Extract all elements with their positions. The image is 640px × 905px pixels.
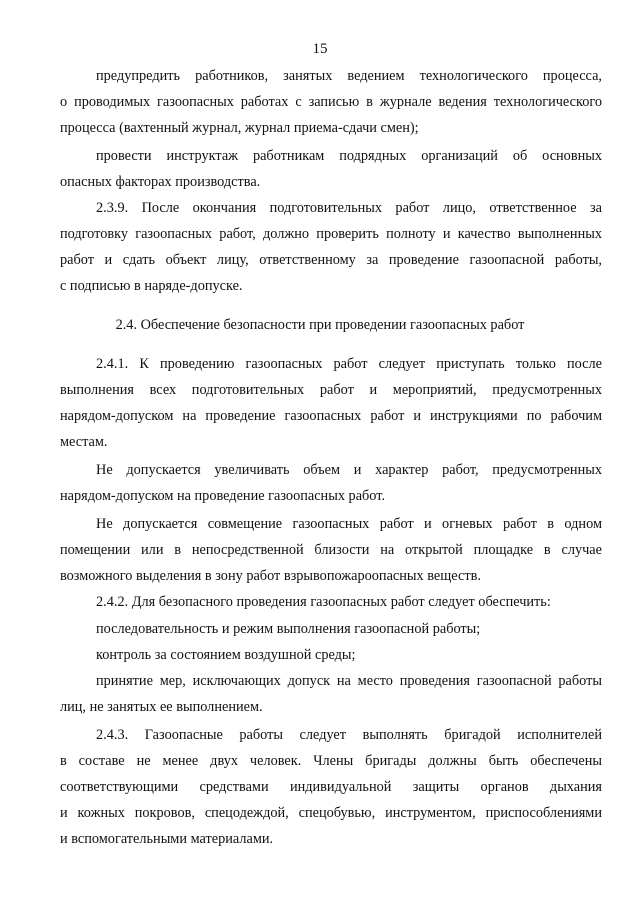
text-line: лиц, не занятых ее выполнением. <box>60 699 263 715</box>
text-line: процесса (вахтенный журнал, журнал приема-сдачи смен); <box>60 120 419 136</box>
text-line: принятие мер, исключающих допуск на место проведения газоопасной работы <box>96 673 602 689</box>
section-heading: 2.4. Обеспечение безопасности при проведении газоопасных работ <box>115 317 525 333</box>
text-line: помещении или в непосредственной близости на открытой площадке в случае <box>60 542 602 558</box>
text-line: 2.4.2. Для безопасного проведения газоопасных работ следует обеспечить: <box>96 594 551 610</box>
text-line: выполнения всех подготовительных работ и мероприятий, предусмотренных <box>60 382 602 398</box>
text-line: Не допускается увеличивать объем и характер работ, предусмотренных <box>96 462 602 478</box>
text-line: провести инструктаж работникам подрядных организаций об основных <box>96 148 602 164</box>
text-line: опасных факторах производства. <box>60 174 261 190</box>
text-line: 2.4.1. К проведению газоопасных работ следует приступать только после <box>96 356 602 372</box>
text-line: и кожных покровов, спецодеждой, спецобувью, инструментом, приспособлениями <box>60 805 602 821</box>
text-line: с подписью в наряде-допуске. <box>60 278 243 294</box>
page-number: 15 <box>312 41 328 57</box>
text-line: подготовку газоопасных работ, должно проверить полноту и качество выполненных <box>60 226 602 242</box>
text-line: возможного выделения в зону работ взрывопожароопасных веществ. <box>60 568 481 584</box>
text-line: местам. <box>60 434 108 450</box>
text-line: Не допускается совмещение газоопасных работ и огневых работ в одном <box>96 516 602 532</box>
text-line: нарядом-допуском на проведение газоопасных работ и инструкциями по рабочим <box>60 408 602 424</box>
text-line: предупредить работников, занятых ведением технологического процесса, <box>96 68 602 84</box>
text-line: соответствующими средствами индивидуальной защиты органов дыхания <box>60 779 602 795</box>
text-line: о проводимых газоопасных работах с записью в журнале ведения технологического <box>60 94 602 110</box>
text-line: нарядом-допуском на проведение газоопасных работ. <box>60 488 386 504</box>
text-line: 2.4.3. Газоопасные работы следует выполнять бригадой исполнителей <box>96 727 602 743</box>
text-line: работ и сдать объект лицу, ответственному за проведение газоопасной работы, <box>60 252 602 268</box>
text-line: последовательность и режим выполнения газоопасной работы; <box>96 621 481 637</box>
text-line: контроль за состоянием воздушной среды; <box>96 647 356 663</box>
text-line: в составе не менее двух человек. Члены бригады должны быть обеспечены <box>60 753 602 769</box>
text-line: 2.3.9. После окончания подготовительных работ лицо, ответственное за <box>96 200 602 216</box>
text-line: и вспомогательными материалами. <box>60 831 274 847</box>
